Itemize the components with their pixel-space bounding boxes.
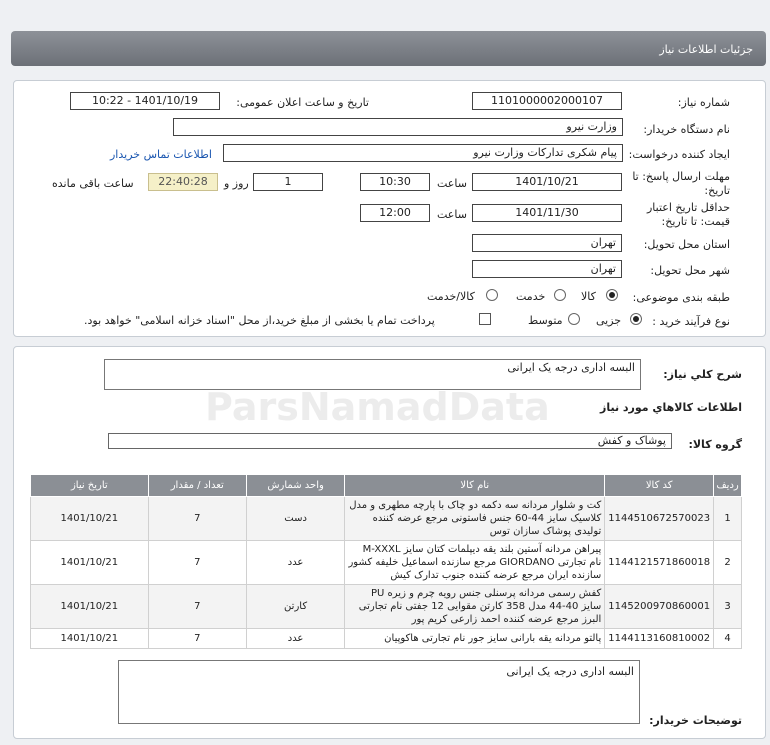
col-date-header: تاریخ نیاز — [31, 475, 149, 497]
cell-code: 1144121571860018 — [605, 541, 714, 585]
need-number-field: 1101000002000107 — [472, 92, 622, 110]
col-name-header: نام کالا — [345, 475, 605, 497]
requester-label: ایجاد کننده درخواست: — [628, 148, 730, 161]
process-label: نوع فرآیند خرید : — [652, 315, 730, 328]
cell-name: پالتو مردانه یقه بارانی سایز جور نام تجارتی هاکوپیان — [345, 629, 605, 649]
cell-code: 1145200970860001 — [605, 585, 714, 629]
treasury-payment-checkbox[interactable] — [479, 313, 491, 325]
cell-name: پیراهن مردانه آستین بلند یقه دیپلمات کتان سایز M-XXXL نام تجارتی GIORDANO مرجع سازنده اسماعیل خلیفه کشور سازنده ایران مرجع عرضه کننده جنوب تدارک کیش — [345, 541, 605, 585]
remaining-time-field: 22:40:28 — [148, 173, 218, 191]
buyer-notes-field: البسه اداری درجه یک ایرانی — [118, 660, 640, 724]
col-row-header: ردیف — [714, 475, 742, 497]
deadline-time-label: ساعت — [437, 177, 467, 190]
cell-date: 1401/10/21 — [31, 497, 149, 541]
general-desc-field: البسه اداری درجه یک ایرانی — [104, 359, 641, 390]
buyer-org-label: نام دستگاه خریدار: — [643, 123, 730, 136]
city-label: شهر محل تحویل: — [650, 264, 730, 277]
cell-name: کفش رسمی مردانه پرسنلی جنس رویه چرم و زیره PU سایز 40-44 مدل 358 کارتن مقوایی 12 جفتی نام تجارتی البرز مرجع عرضه کننده احمد زارعی کریم پور — [345, 585, 605, 629]
col-unit-header: واحد شمارش — [246, 475, 344, 497]
general-desc-label: شرح کلي نياز: — [663, 368, 742, 381]
cell-row: 1 — [714, 497, 742, 541]
days-label: روز و — [224, 177, 249, 190]
table-row — [31, 497, 742, 541]
cell-unit: عدد — [246, 541, 344, 585]
cell-qty: 7 — [148, 497, 246, 541]
category-option-service: خدمت — [516, 290, 546, 303]
cell-row: 3 — [714, 585, 742, 629]
category-label: طبقه بندی موضوعی: — [632, 291, 730, 304]
cell-row: 4 — [714, 629, 742, 649]
cell-unit: کارتن — [246, 585, 344, 629]
table-row — [31, 585, 742, 629]
table-header-row — [31, 475, 742, 497]
category-radio-service[interactable] — [554, 289, 566, 301]
goods-table — [30, 474, 742, 649]
treasury-payment-note: پرداخت تمام یا بخشی از مبلغ خرید،از محل "اسناد خزانه اسلامی" خواهد بود. — [84, 314, 435, 327]
category-radio-both[interactable] — [486, 289, 498, 301]
goods-group-label: گروه کالا: — [688, 438, 742, 451]
cell-row: 2 — [714, 541, 742, 585]
deadline-label: مهلت ارسال پاسخ: تا — [632, 170, 730, 183]
cell-unit: دست — [246, 497, 344, 541]
table-row — [31, 541, 742, 585]
province-field: تهران — [472, 234, 622, 252]
deadline-time-field: 10:30 — [360, 173, 430, 191]
cell-name: کت و شلوار مردانه سه دکمه دو چاک با پارچه مطهری و مدل کلاسیک سایز 44-60 جنس فاستونی مرجع عرضه کننده تولیدی پوشاک سازان توس — [345, 497, 605, 541]
buyer-org-field: وزارت نیرو — [173, 118, 623, 136]
remaining-label: ساعت باقی مانده — [52, 177, 134, 190]
cell-unit: عدد — [246, 629, 344, 649]
cell-date: 1401/10/21 — [31, 585, 149, 629]
goods-group-field: پوشاک و کفش — [108, 433, 672, 449]
process-option-partial: جزیی — [596, 314, 622, 327]
process-radio-partial[interactable] — [630, 313, 642, 325]
validity-label-date: قیمت: تا تاریخ: — [661, 215, 730, 228]
province-label: استان محل تحویل: — [643, 238, 730, 251]
buyer-notes-label: توضیحات خریدار: — [649, 714, 742, 727]
category-option-both: کالا/خدمت — [427, 290, 475, 303]
need-number-label: شماره نیاز: — [677, 96, 730, 109]
validity-time-label: ساعت — [437, 208, 467, 221]
days-field: 1 — [253, 173, 323, 191]
table-row — [31, 629, 742, 649]
page-header — [11, 31, 766, 66]
city-field: تهران — [472, 260, 622, 278]
col-code-header: کد کالا — [605, 475, 714, 497]
cell-date: 1401/10/21 — [31, 629, 149, 649]
process-option-medium: متوسط — [528, 314, 563, 327]
cell-code: 1144510672570023 — [605, 497, 714, 541]
goods-info-title: اطلاعات کالاهاي مورد نياز — [600, 401, 742, 414]
requester-field: پیام شکری تدارکات وزارت نیرو — [223, 144, 623, 162]
cell-qty: 7 — [148, 585, 246, 629]
validity-date-field: 1401/11/30 — [472, 204, 622, 222]
deadline-date-field: 1401/10/21 — [472, 173, 622, 191]
cell-code: 1144113160810002 — [605, 629, 714, 649]
cell-qty: 7 — [148, 629, 246, 649]
process-radio-medium[interactable] — [568, 313, 580, 325]
validity-label: حداقل تاریخ اعتبار — [646, 201, 730, 214]
cell-date: 1401/10/21 — [31, 541, 149, 585]
category-option-goods: کالا — [581, 290, 596, 303]
col-qty-header: تعداد / مقدار — [148, 475, 246, 497]
contact-buyer-link[interactable]: اطلاعات تماس خریدار — [110, 148, 212, 161]
announce-label: تاریخ و ساعت اعلان عمومی: — [236, 96, 369, 109]
page-title: جزئیات اطلاعات نیاز — [659, 43, 753, 56]
announce-field: 1401/10/19 - 10:22 — [70, 92, 220, 110]
deadline-label-date: تاریخ: — [704, 184, 730, 197]
cell-qty: 7 — [148, 541, 246, 585]
category-radio-goods[interactable] — [606, 289, 618, 301]
validity-time-field: 12:00 — [360, 204, 430, 222]
